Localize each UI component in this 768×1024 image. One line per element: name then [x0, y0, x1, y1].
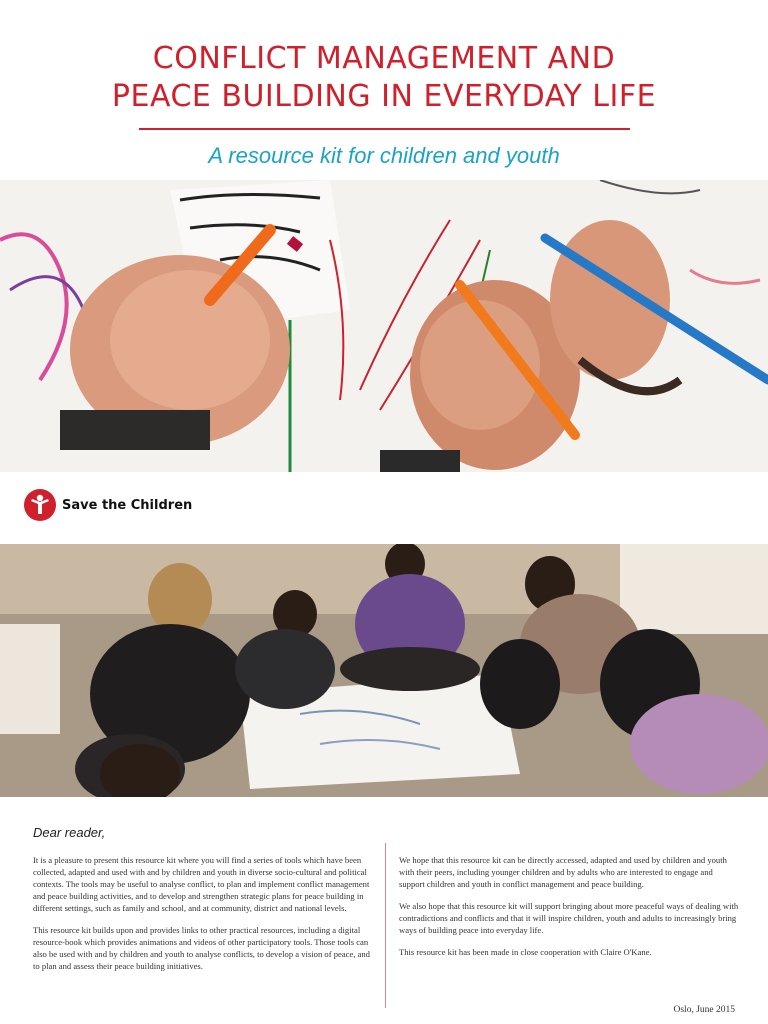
save-the-children-emblem-icon [24, 489, 56, 521]
title-line-2: PEACE BUILDING IN EVERYDAY LIFE [111, 79, 657, 114]
save-the-children-logo [24, 487, 192, 523]
page-title [0, 40, 768, 116]
subtitle: A resource kit for children and youth [208, 143, 560, 168]
letter-left-column [33, 854, 373, 982]
column-divider [385, 843, 386, 1008]
letter-right-column [399, 854, 739, 968]
logo-text: Save the Children [62, 497, 193, 513]
paragraph: We hope that this resource kit can be directly accessed, adapted and used by children and youth with their peers, including younger children and by adults who are interested to engage and support children and youth in conflict management and peace building. [399, 855, 727, 889]
signoff-place-date: Oslo, June 2015 [673, 1005, 735, 1015]
paragraph: This resource kit builds upon and provides links to other practical resources, including a digital resource-book which provides animations and videos of other participatory tools. Those tools can also be used with and by children and youth to analyse conflicts, to develop a vision of peace, and to plan and assess their peace building initiatives. [33, 925, 370, 971]
group-workshop-photo [0, 544, 768, 797]
paragraph: We also hope that this resource kit will support bringing about more peaceful ways of dealing with contradictions and conflicts and that it will inspire children, youth and adults to increasingly bring ways of building peace into everyday life. [399, 901, 739, 935]
title-underline [139, 128, 630, 130]
title-line-1: CONFLICT MANAGEMENT AND [152, 41, 616, 76]
hands-drawing-photo [0, 180, 768, 472]
greeting: Dear reader, [33, 825, 106, 840]
paragraph: This resource kit has been made in close cooperation with Claire O'Kane. [399, 947, 652, 957]
paragraph: It is a pleasure to present this resource kit where you will find a series of tools which have been collected, adapted and used with and by children and youth in diverse socio-cultural and political contexts. The tools may be useful to analyse conflict, to plan and implement conflict management and peace building activities, and to develop and strengthen strategic plans for peace building in different settings, such as family and school, and at community, district and national levels. [33, 855, 370, 913]
